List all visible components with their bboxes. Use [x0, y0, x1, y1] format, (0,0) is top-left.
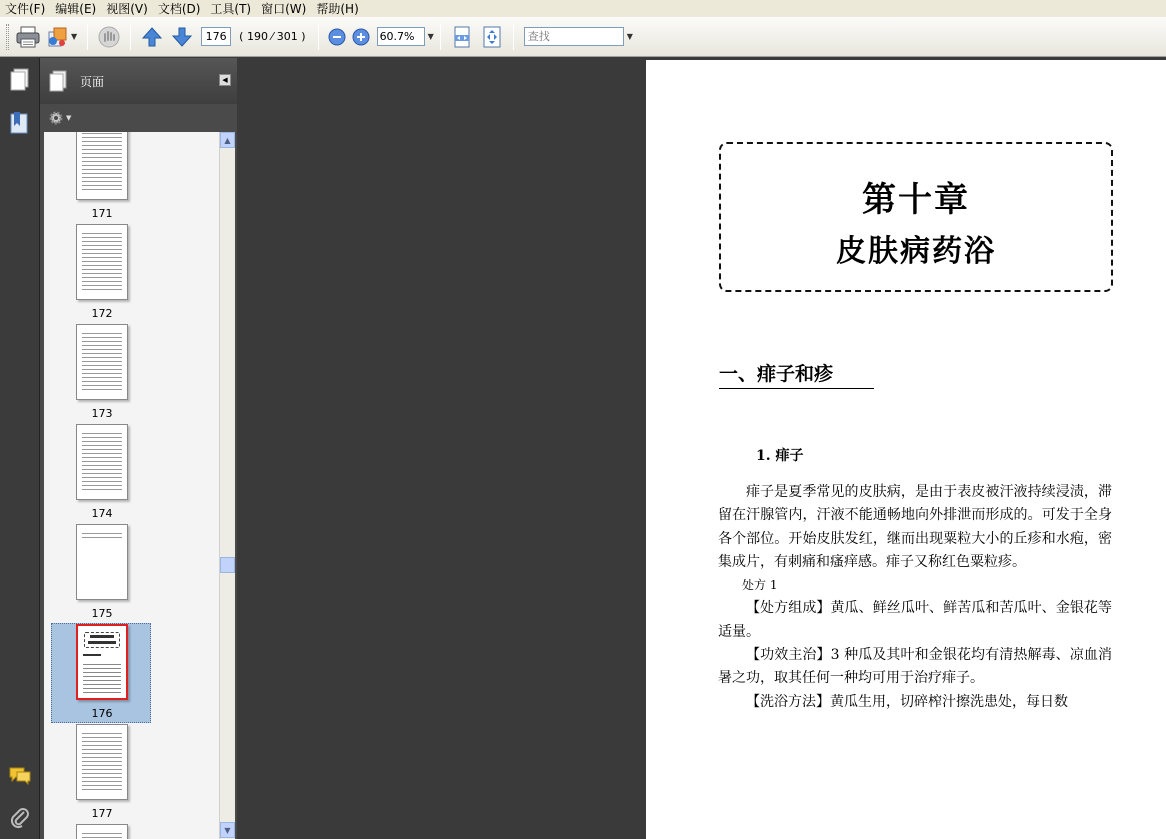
search-input[interactable]	[524, 27, 624, 46]
thumbnail-list[interactable]	[44, 132, 219, 839]
zoom-level-input[interactable]	[377, 27, 425, 46]
page-thumbnail-label: 173	[91, 407, 113, 420]
comments-icon[interactable]	[8, 764, 32, 788]
toolbar-grip[interactable]	[6, 24, 9, 50]
prescription-efficacy: 【功效主治】3 种瓜及其叶和金银花均有清热解毒、凉血消暑之功，取其任何一种均可用于治疗痱子。	[718, 647, 1112, 687]
zoom-dropdown-arrow[interactable]: ▼	[427, 32, 434, 41]
toolbar-separator	[440, 24, 441, 50]
section-title: 一、痱子和疹	[719, 363, 834, 385]
section-underline	[719, 388, 874, 389]
menu-document[interactable]: 文档(D)	[157, 2, 201, 16]
toolbar-separator	[513, 24, 514, 50]
zoom-out-icon	[328, 28, 346, 46]
toolbar-separator	[318, 24, 319, 50]
subsection-title: 1. 痱子	[756, 448, 804, 464]
scroll-down-button[interactable]: ▼	[220, 822, 235, 838]
pages-icon[interactable]	[8, 67, 32, 91]
next-page-button[interactable]	[169, 24, 195, 50]
panel-options-bar	[40, 104, 237, 132]
zoom-in-button[interactable]	[351, 24, 371, 50]
prev-page-button[interactable]	[139, 24, 165, 50]
fit-page-button[interactable]	[479, 24, 505, 50]
paragraph: 痱子是夏季常见的皮肤病，是由于表皮被汗液持续浸渍，滞留在汗腺管内，汗液不能通畅地向外排泄而形成的。可发于全身各个部位。开始皮肤发红，继而出现粟粒大小的丘疹和水疱，密集成片，有刺痛和瘙痒感。痱子又称红色粟粒疹。	[718, 484, 1112, 570]
page-thumbnail-current[interactable]	[76, 624, 128, 700]
options-dropdown-arrow[interactable]: ▼	[66, 114, 72, 122]
document-view[interactable]	[237, 58, 1166, 839]
prescription-label: 处方 1	[742, 578, 778, 593]
zoom-in-icon	[352, 28, 370, 46]
prescription-method: 【洗浴方法】黄瓜生用，切碎榨汁擦洗患处，每日数	[746, 693, 1068, 710]
page-thumbnail[interactable]	[76, 224, 128, 300]
page-thumbnail-label: 172	[91, 307, 113, 320]
prev-page-icon	[141, 26, 163, 48]
page-thumbnail[interactable]	[76, 324, 128, 400]
gear-icon[interactable]	[48, 110, 64, 126]
chapter-title: 皮肤病药浴	[836, 234, 996, 269]
share-icon	[47, 26, 69, 48]
toolbar-separator	[130, 24, 131, 50]
menu-help[interactable]: 帮助(H)	[316, 2, 359, 16]
menu-file[interactable]: 文件(F)	[5, 2, 46, 16]
page-thumbnail-label: 176	[91, 707, 113, 720]
thumbnail-scrollbar[interactable]	[219, 132, 235, 839]
hand-tool-button[interactable]	[96, 24, 122, 50]
zoom-out-button[interactable]	[327, 24, 347, 50]
chapter-number: 第十章	[862, 180, 970, 220]
navigation-pane-bar	[0, 58, 40, 839]
fit-page-icon	[482, 26, 502, 48]
print-button[interactable]	[15, 24, 41, 50]
print-icon	[16, 26, 40, 48]
page-thumbnail-label: 171	[91, 207, 113, 220]
page-thumbnail-label: 175	[91, 607, 113, 620]
menu-view[interactable]: 视图(V)	[106, 2, 148, 16]
collapse-panel-button[interactable]: ◀	[219, 74, 231, 86]
prescription-composition: 【处方组成】黄瓜、鲜丝瓜叶、鲜苦瓜和苦瓜叶、金银花等适量。	[718, 600, 1112, 640]
pages-panel-icon	[48, 70, 68, 92]
page-number-input[interactable]	[201, 27, 231, 46]
pages-panel-title: 页面	[80, 74, 105, 89]
menu-tools[interactable]: 工具(T)	[210, 2, 252, 16]
page-thumbnail-label: 177	[91, 807, 113, 820]
toolbar-separator	[87, 24, 88, 50]
page-thumbnail[interactable]	[76, 132, 128, 200]
hand-tool-icon	[97, 25, 121, 49]
menu-edit[interactable]: 编辑(E)	[55, 2, 97, 16]
page-thumbnail[interactable]	[76, 824, 128, 839]
share-dropdown-arrow[interactable]: ▼	[71, 32, 78, 41]
page-thumbnail[interactable]	[76, 424, 128, 500]
bookmarks-icon[interactable]	[8, 111, 32, 135]
body-text	[718, 481, 1112, 714]
search-dropdown-arrow[interactable]: ▼	[626, 32, 633, 41]
pages-panel-header	[40, 58, 237, 104]
page-thumbnail[interactable]	[76, 724, 128, 800]
page-thumbnail-label: 174	[91, 507, 113, 520]
document-page	[646, 60, 1166, 839]
fit-width-button[interactable]	[449, 24, 475, 50]
page-thumbnail[interactable]	[76, 524, 128, 600]
scroll-thumb[interactable]	[220, 557, 235, 573]
toolbar	[0, 17, 1166, 57]
attachments-icon[interactable]	[8, 806, 32, 830]
page-count: ( 190 ⁄ 301 )	[239, 30, 306, 43]
share-button[interactable]	[45, 24, 71, 50]
fit-width-icon	[452, 26, 472, 48]
pages-panel	[40, 58, 237, 839]
scroll-up-button[interactable]: ▲	[220, 132, 235, 148]
next-page-icon	[171, 26, 193, 48]
menu-window[interactable]: 窗口(W)	[261, 2, 307, 16]
menu-bar	[0, 0, 1166, 17]
